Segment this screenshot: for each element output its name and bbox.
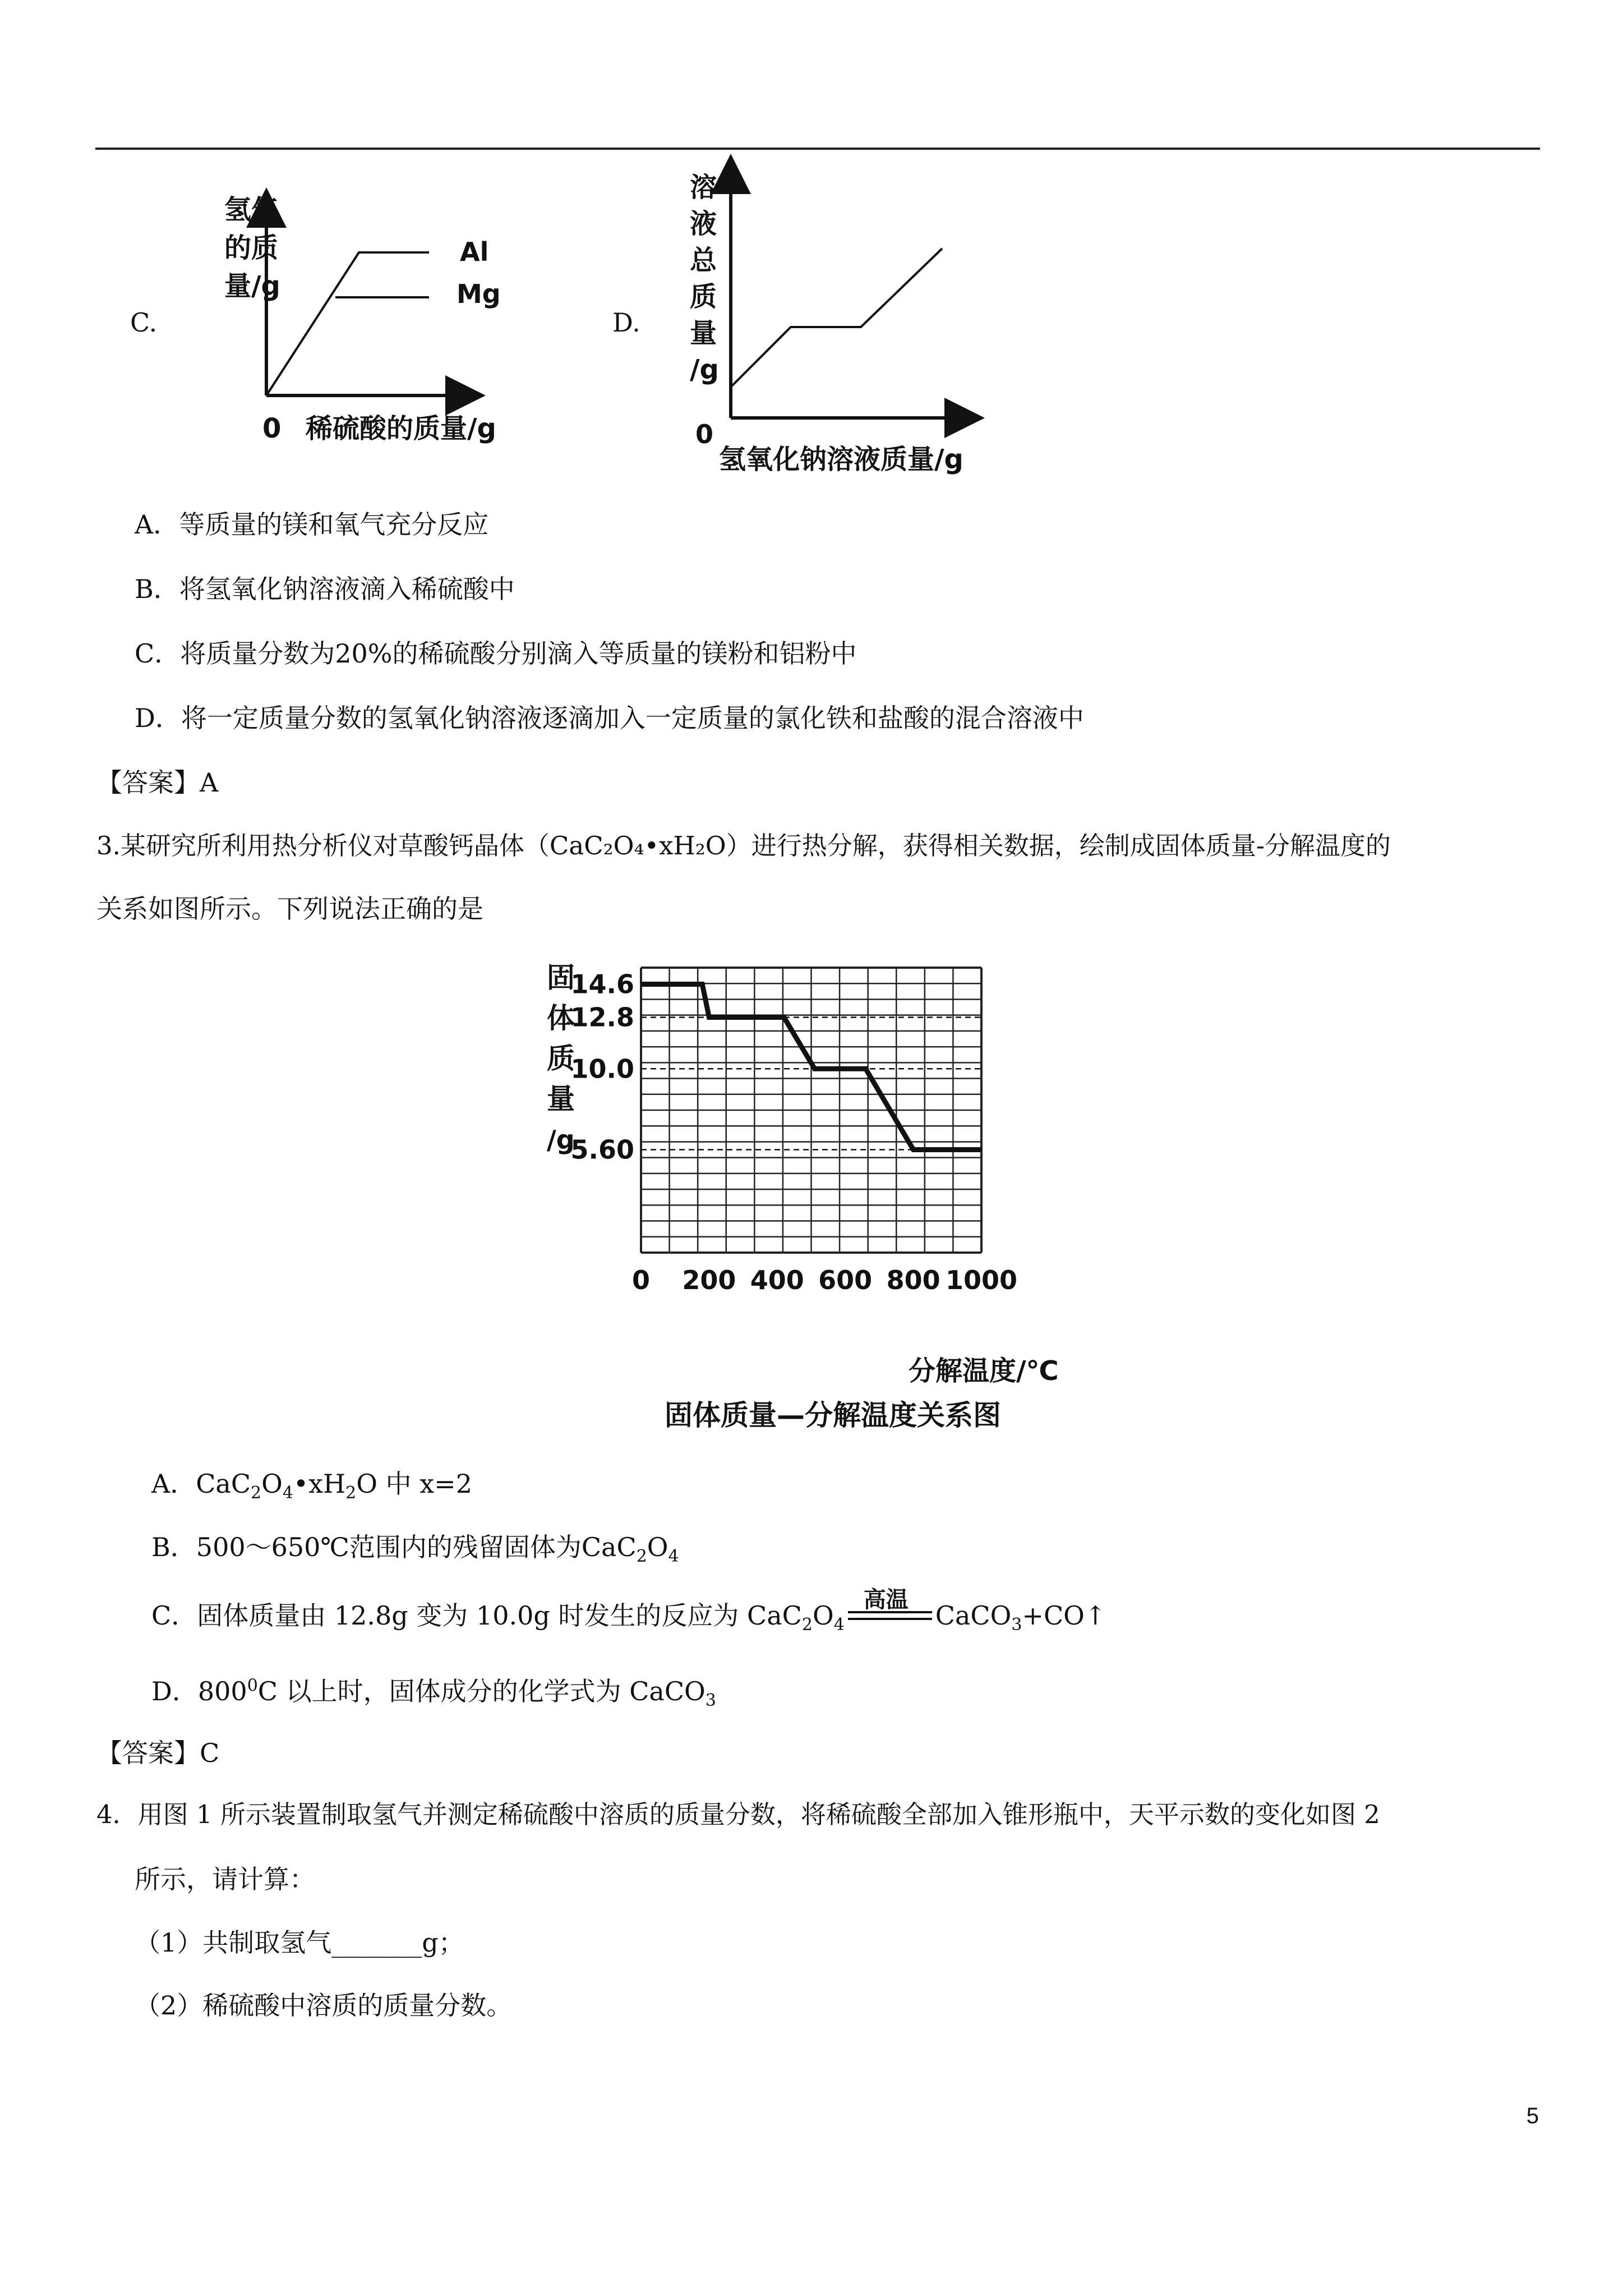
q3-option-c: C．固体质量由 12.8g 变为 10.0g 时发生的反应为 $CaC_2O_4$ 高温 CaCO$_3$+CO↑: [151, 1599, 1106, 1632]
y-tick-label: 5.60: [570, 1134, 634, 1165]
q3-answer: 【答案】C: [96, 1738, 220, 1768]
q3-stem-line-1: 3.某研究所利用热分析仪对草酸钙晶体（CaC₂O₄•xH₂O）进行热分解，获得相关数据，绘制成固体质量-分解温度的: [96, 831, 1391, 861]
origin-label: 0: [695, 419, 714, 449]
q4-sub-1: （1）共制取氢气_______g；: [135, 1927, 464, 1958]
y-tick-labels: [571, 969, 635, 1165]
x-tick-label: 200: [682, 1265, 736, 1295]
mass-temperature-chart: [538, 954, 1077, 1447]
y-label-line-1: 氢气: [224, 194, 279, 226]
q3-stem-line-2: 关系如图所示。下列说法正确的是: [96, 894, 483, 924]
y-label-line-5: /g: [547, 1125, 575, 1155]
q3-option-d: D．$800^0C$ 以上时，固体成分的化学式为 CaCO$_3$: [151, 1676, 716, 1711]
q4-sub-2: （2）稀硫酸中溶质的质量分数。: [135, 1990, 513, 2021]
q2-option-b: B．将氢氧化钠溶液滴入稀硫酸中: [135, 574, 515, 604]
page-number: 5: [1526, 2104, 1539, 2128]
y-label-line-4: 量: [547, 1083, 575, 1115]
al-label: Al: [460, 237, 489, 267]
x-axis-label: 氢氧化钠溶液质量/g: [719, 444, 963, 475]
x-axis-label: 稀硫酸的质量/g: [306, 413, 496, 444]
y-label-line-2: 体: [547, 1002, 575, 1034]
y-label-line-3: 质: [547, 1042, 575, 1075]
y-label-line-2: 液: [690, 208, 717, 240]
y-label-line-6: /g: [690, 354, 719, 385]
y-tick-label: 12.8: [570, 1002, 634, 1033]
x-tick-labels: [632, 1265, 1017, 1295]
reaction-condition: [848, 1587, 932, 1629]
q2-option-d: D．将一定质量分数的氢氧化钠溶液逐滴加入一定质量的氯化铁和盐酸的混合溶液中: [135, 703, 1084, 733]
hydrogen-mass-graph: [191, 191, 538, 460]
condition-label: 高温: [863, 1587, 909, 1613]
chart-grid: [641, 968, 981, 1253]
header-rule: [95, 148, 1540, 150]
x-axis-label: 分解温度/℃: [909, 1355, 1059, 1387]
al-line: [266, 252, 429, 395]
x-tick-label: 800: [886, 1265, 940, 1295]
x-tick-label: 600: [818, 1265, 873, 1295]
q2-answer: 【答案】A: [96, 767, 219, 798]
solution-mass-graph: [673, 163, 998, 488]
y-label-line-5: 量: [690, 318, 717, 349]
q4-stem-line-2: 所示，请计算：: [135, 1864, 315, 1894]
mg-label: Mg: [457, 279, 501, 309]
x-tick-label: 0: [631, 1265, 651, 1295]
q2-option-a: A．等质量的镁和氧气充分反应: [135, 509, 489, 540]
x-tick-label: 1000: [945, 1265, 1018, 1295]
y-label-line-3: 总: [690, 245, 717, 276]
q3-option-a: A．$CaC_2O_4•xH_2O$ 中 x=2: [151, 1469, 472, 1503]
y-tick-label: 14.6: [570, 969, 634, 1000]
y-label-line-2: 的质: [224, 232, 279, 264]
y-label-line-1: 溶: [690, 172, 717, 203]
option-d-figure-label: D.: [612, 307, 640, 338]
option-c-figure-label: C.: [130, 307, 158, 338]
y-label-line-3: 量/g: [224, 270, 280, 302]
origin-label: 0: [262, 413, 282, 444]
q4-stem-line-1: 4．用图 1 所示装置制取氢气并测定稀硫酸中溶质的质量分数，将稀硫酸全部加入锥形瓶中，天平示数的变化如图 2: [96, 1800, 1380, 1829]
y-label-line-1: 固: [547, 961, 575, 994]
y-label-line-4: 质: [690, 281, 717, 312]
x-tick-label: 400: [750, 1265, 804, 1295]
q3-option-b: B．500～650℃范围内的残留固体为$CaC_2O_4$: [151, 1532, 679, 1567]
data-line: [731, 249, 942, 387]
q2-option-c: C．将质量分数为20%的稀硫酸分别滴入等质量的镁粉和铝粉中: [135, 638, 857, 669]
y-tick-label: 10.0: [570, 1053, 634, 1084]
chart-caption: 固体质量—分解温度关系图: [665, 1399, 1001, 1432]
